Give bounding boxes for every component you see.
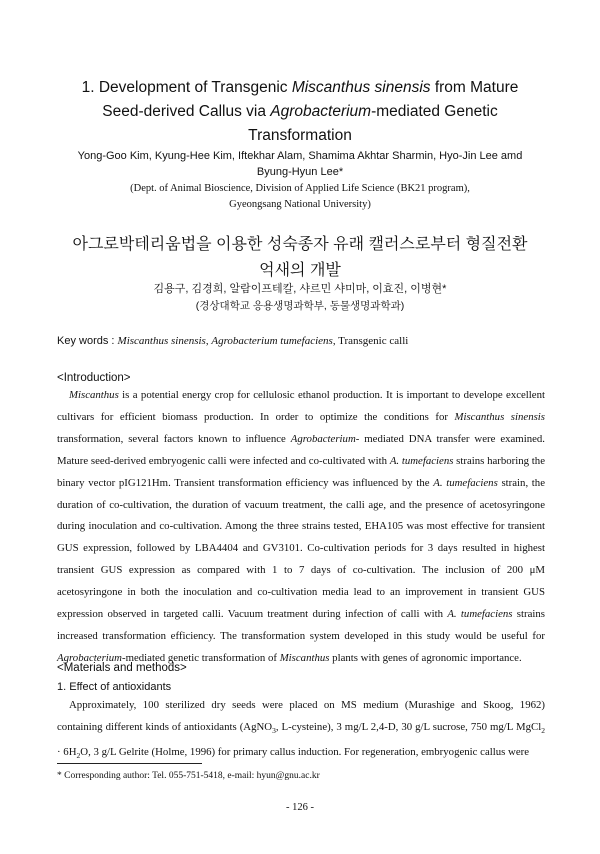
methods-subheading: 1. Effect of antioxidants [57,681,172,693]
author-list: Yong-Goo Kim, Kyung-Hee Kim, Iftekhar Alam, Shamima Akhtar Sharmin, Hyo-Jin Lee amd Byung-Hyun Lee* [77,150,523,178]
title-line-3: Transformation [248,127,352,144]
footnote-divider [57,763,202,764]
paper-title [40,76,560,148]
keywords: Key words : Miscanthus sinensis, Agrobacterium tumefaciens, Transgenic calli [57,335,409,347]
affiliation: (Dept. of Animal Bioscience, Division of Applied Life Science (BK21 program), Gyeongsang National University) [130,183,470,210]
methods-paragraph: Approximately, 100 sterilized dry seeds were placed on MS medium (Murashige and Skoog, 1962) containing different kinds of antioxidants (AgNO$_3$, L-cysteine), 3 mg/L 2,4-D, 30 g/L sucrose, 750 mg/L MgCl$_2$ · $6H_2O$, 3 g/L Gelrite (Holme, 1996) for primary callus induction. For regeneration, embryogenic callus were [57,699,545,761]
korean-author-list: 김용구, 김경희, 알람이프테칼, 샤르민 샤미마, 이효진, 이병현* [153,283,447,295]
title-line-1: 1. Development of Transgenic Miscanthus sinensis from Mature [81,79,519,96]
keywords-label: Key words : [57,335,118,347]
introduction-heading: <Introduction> [57,372,131,384]
introduction-paragraph: Miscanthus is a potential energy crop for cellulosic ethanol production. It is important to develope excellent cultivars for efficient biomass production. In order to optimize the conditions for Miscanthus sinensis transformation, several factors known to influence Agrobacterium- mediated DNA transfer were examined. Mature seed-derived embryogenic calli were infected and co-cultivated with A. tumefaciens strains harboring the binary vector pIG121Hm. Transient transformation efficiency was influenced by the A. tumefaciens strain, the duration of co-cultivation, the duration of vacuum treatment, the calli age, and the presence of acetosyringone during inoculation and co-cultivation. Among the three strains tested, EHA105 was most effective for transient GUS expression, followed by LBA4404 and GV3101. Co-cultivation periods for 3 days resulted in highest transient GUS expression as compared with 1 to 7 days of co-cultivation. The inclusion of 200 μM acetosyringone in both the inoculation and co-cultivation media lead to an improvement in transient GUS expression observed in targeted calli. Vacuum treatment during infection of calli with A. tumefaciens strains increased transformation efficiency. The transformation system developed in this study would be useful for Agrobacterium-mediated genetic transformation of Miscanthus plants with genes of agronomic importance. [57,389,546,664]
page-number: - 126 - [286,802,314,813]
methods-heading: <Materials and methods> [57,662,187,674]
korean-title: 아그로박테리움법을 이용한 성숙종자 유래 캘러스로부터 형질전환 억새의 개발 [72,236,528,279]
title-line-2: Seed-derived Callus via Agrobacterium-mediated Genetic [102,103,498,120]
footnote: * Corresponding author: Tel. 055-751-5418, e-mail: hyun@gnu.ac.kr [57,771,320,781]
korean-affiliation: (경상대학교 응용생명과학부, 동물생명과학과) [195,300,405,312]
